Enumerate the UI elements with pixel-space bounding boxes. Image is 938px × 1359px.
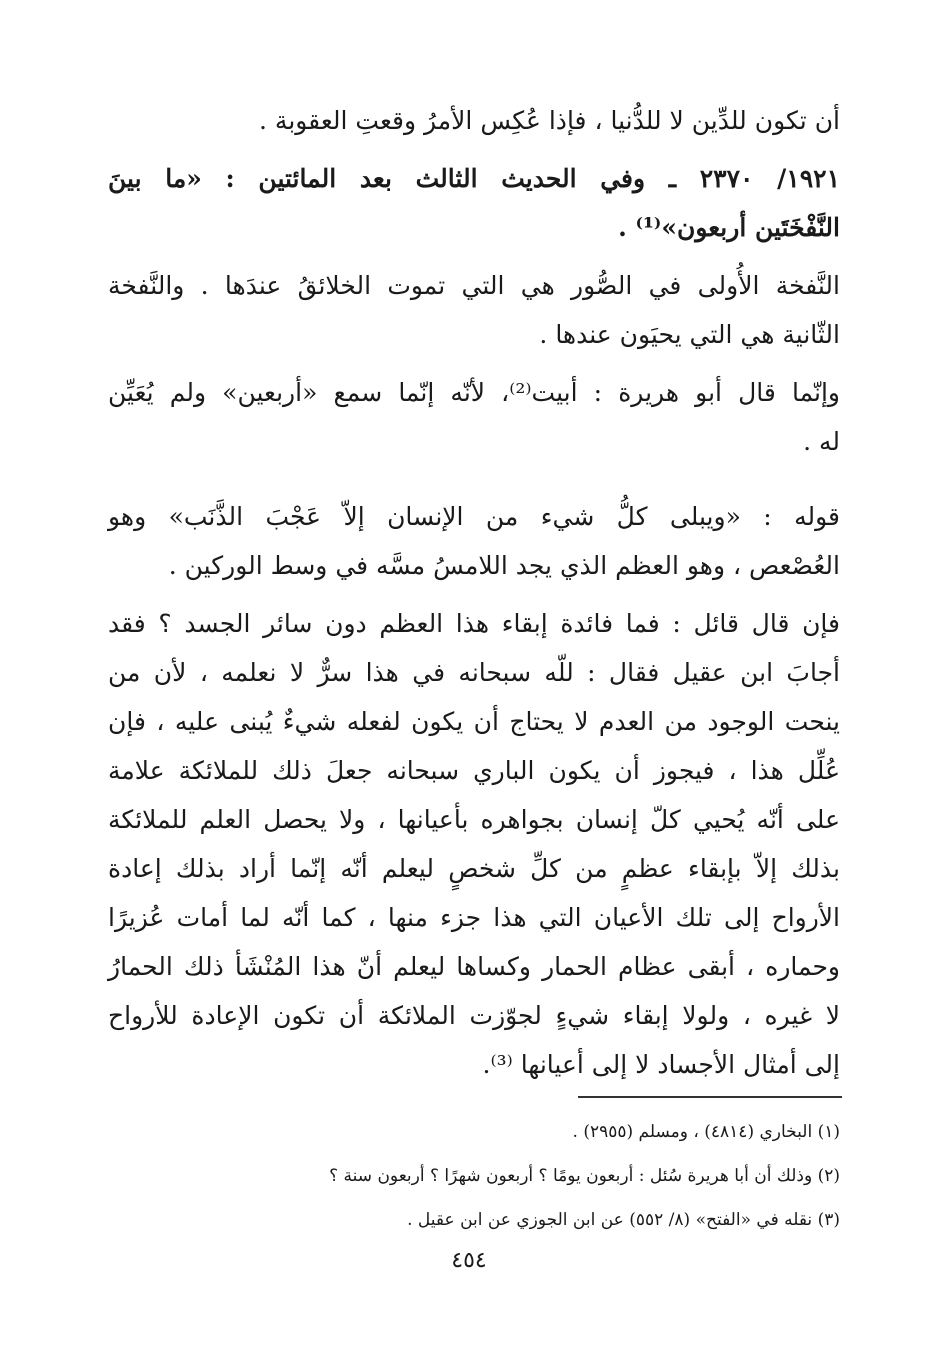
text-line: فإن قال قائل : فما فائدة إبقاء هذا العظم دون سائر الجسد ؟ فقد <box>108 609 840 638</box>
main-text <box>108 96 840 1089</box>
text-line: له . <box>803 427 840 456</box>
text-line: أجابَ ابن عقيل فقال : للّه سبحانه في هذا سرٌّ لا نعلمه ، لأن من <box>108 658 840 687</box>
footnote: (٢) وذلك أن أبا هريرة سُئل : أربعون يومًا ؟ أربعون شهرًا ؟ أربعون سنة ؟ <box>329 1166 840 1186</box>
text-line: الثّانية هي التي يحيَون عندها . <box>539 320 840 349</box>
text-line: قوله : «ويبلى كلُّ شيء من الإنسان إلاّ عَجْبَ الذَّنَب» وهو <box>108 502 840 531</box>
text-line: ينحت الوجود من العدم لا يحتاج أن يكون لفعله شيءٌ يُبنى عليه ، فإن <box>108 707 840 736</box>
text-line: الأرواح إلى تلك الأعيان التي هذا جزء منها ، كما أنّه لما أمات عُزيرًا <box>108 903 840 932</box>
footnote-separator <box>578 1096 842 1098</box>
footnote: (١) البخاري (٤٨١٤) ، ومسلم (٢٩٥٥) . <box>572 1122 840 1142</box>
text-line: عُلِّل هذا ، فيجوز أن يكون الباري سبحانه جعلَ ذلك للملائكة علامة <box>108 756 840 785</box>
hadith-heading-line: ١٩٢١/ ٢٣٧٠ ـ وفي الحديث الثالث بعد المائتين : «ما بينَ <box>108 164 840 193</box>
text-line: على أنّه يُحيي كلّ إنسان بجواهره بأعيانها ، ولا يحصل العلم للملائكة <box>108 805 840 834</box>
text-line: العُصْعص ، وهو العظم الذي يجد اللامسُ مسَّه في وسط الوركين . <box>168 551 840 580</box>
text-line: النَّفخة الأُولى في الصُّور هي التي تموت الخلائقُ عندَها . والنَّفخة <box>108 271 840 300</box>
hadith-heading-line: النَّفْخَتَين أربعون»⁽¹⁾ . <box>618 213 840 242</box>
footnote: (٣) نقله في «الفتح» (٨/ ٥٥٢) عن ابن الجوزي عن ابن عقيل . <box>407 1210 840 1230</box>
footnotes <box>108 1110 840 1242</box>
text-line: وإنّما قال أبو هريرة : أبيت⁽²⁾، لأنّه إنّما سمع «أربعين» ولم يُعَيِّن <box>108 378 840 407</box>
text-line: إلى أمثال الأجساد لا إلى أعيانها ⁽³⁾. <box>482 1050 840 1079</box>
text-line: لا غيره ، ولولا إبقاء شيءٍ لجوّزت الملائكة أن تكون الإعادة للأرواح <box>108 1001 840 1030</box>
text-line: بذلك إلاّ بإبقاء عظمٍ من كلِّ شخصٍ ليعلم أنّه إنّما أراد بذلك إعادة <box>108 854 840 883</box>
text-line: أن تكون للدِّين لا للدُّنيا ، فإذا عُكِس الأمرُ وقعتِ العقوبة . <box>259 106 840 135</box>
page-number: ٤٥٤ <box>451 1248 487 1273</box>
text-line: وحماره ، أبقى عظام الحمار وكساها ليعلم أنّ هذا المُنْشَأ ذلك الحمارُ <box>108 952 840 981</box>
